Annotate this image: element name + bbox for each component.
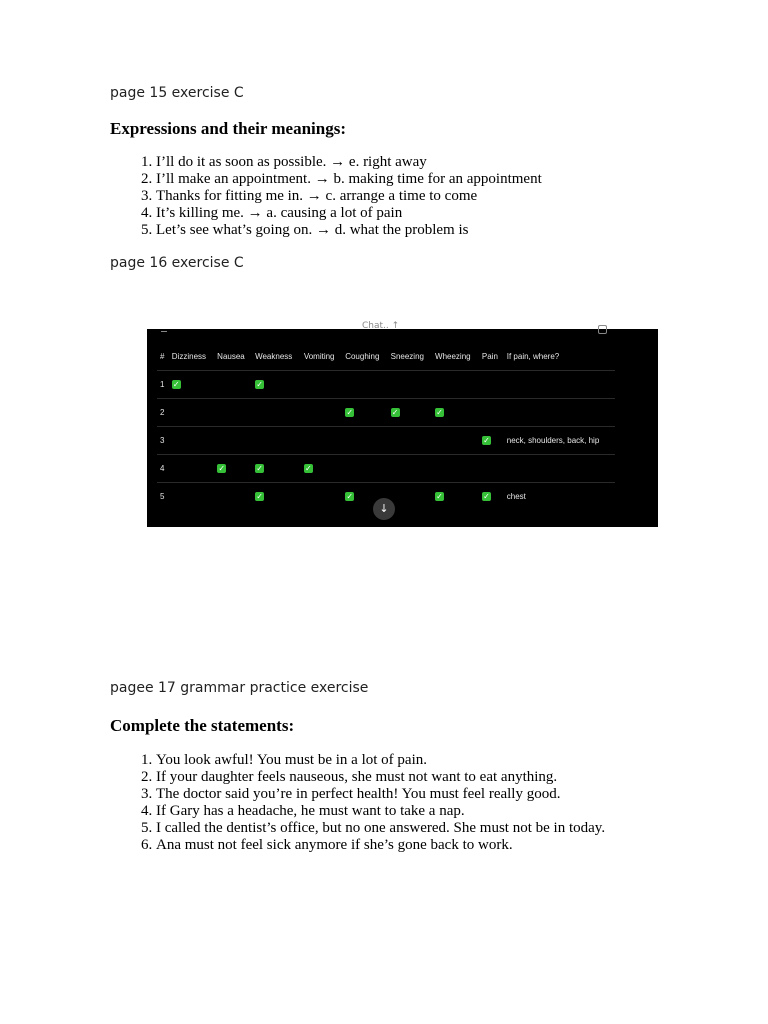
table-cell [252, 483, 301, 511]
list-item: 4. If Gary has a headache, he must want to take a nap. [156, 803, 605, 820]
pain-location [504, 371, 615, 399]
table-cell [432, 455, 479, 483]
row-number: 3 [157, 427, 169, 455]
section1-heading: Expressions and their meanings: [110, 119, 346, 138]
menu-icon [161, 327, 167, 332]
table-cell [432, 427, 479, 455]
table-cell [214, 427, 252, 455]
section1-label: page 15 exercise C [110, 85, 244, 101]
list-item: 5. I called the dentist’s office, but no one answered. She must not be in today. [156, 820, 605, 837]
table-cell [252, 455, 301, 483]
table-cell [432, 483, 479, 511]
pain-location [504, 455, 615, 483]
statements-list [110, 752, 605, 854]
table-header-cell: Coughing [342, 343, 387, 371]
table-cell [388, 399, 432, 427]
table-cell [388, 427, 432, 455]
table-cell [252, 427, 301, 455]
check-icon: ✓ [256, 380, 263, 389]
row-number: 5 [160, 492, 165, 501]
table-cell [301, 371, 342, 399]
table-cell [169, 371, 214, 399]
table-cell [301, 427, 342, 455]
list-item: 5. Let’s see what’s going on. → d. what the problem is [156, 222, 542, 239]
table-cell [342, 399, 387, 427]
table-header-cell: Sneezing [388, 343, 432, 371]
list-item: 3. The doctor said you’re in perfect health! You must feel really good. [156, 786, 605, 803]
table-cell [169, 399, 214, 427]
check-icon: ✓ [436, 408, 443, 417]
table-cell [214, 455, 252, 483]
table-header-cell: # [157, 343, 169, 371]
check-icon: ✓ [391, 408, 399, 417]
table-cell [432, 399, 479, 427]
list-item: 1. I’ll do it as soon as possible. → e. right away [156, 154, 542, 171]
check-icon: ✓ [256, 464, 263, 473]
row-number: 1 [157, 371, 169, 399]
table-cell [479, 371, 504, 399]
section3-label: pagee 17 grammar practice exercise [110, 680, 369, 696]
table-cell [301, 399, 342, 427]
expressions-list [110, 154, 542, 239]
check-icon: ✓ [218, 464, 226, 473]
table-cell [342, 427, 387, 455]
symptoms-screenshot [147, 321, 658, 527]
table-header-cell: Dizziness [169, 343, 214, 371]
table-cell [214, 483, 252, 511]
row-number: 4 [157, 455, 169, 483]
table-header-cell: Vomiting [301, 343, 342, 371]
table-header-cell: If pain, where? [504, 343, 615, 371]
table-row [157, 399, 615, 427]
table-header-cell: Pain [479, 343, 504, 371]
section2-label: page 16 exercise C [110, 255, 244, 271]
table-cell [252, 371, 301, 399]
check-icon: ✓ [346, 408, 354, 417]
list-item: 1. You look awful! You must be in a lot of pain. [156, 752, 605, 769]
pain-location: chest [506, 492, 526, 501]
check-icon: ✓ [172, 380, 180, 389]
table-cell [388, 455, 432, 483]
table-cell [214, 399, 252, 427]
list-item: 3. Thanks for fitting me in. → c. arrange a time to come [156, 188, 542, 205]
symptoms-table [157, 343, 615, 510]
list-item: 6. Ana must not feel sick anymore if she’s gone back to work. [156, 837, 605, 854]
table-header-row [157, 343, 615, 371]
screenshot-title: Chat.. ↑ [362, 321, 400, 331]
table-cell [169, 483, 214, 511]
table-cell [301, 483, 342, 511]
list-item: 2. I’ll make an appointment. → b. making time for an appointment [156, 171, 542, 188]
section3-heading: Complete the statements: [110, 716, 295, 735]
check-icon: ✓ [483, 436, 490, 445]
table-cell [388, 371, 432, 399]
screenshot-topbar [147, 321, 658, 337]
table-cell [479, 427, 504, 455]
table-cell [301, 455, 342, 483]
pain-location [504, 399, 615, 427]
list-item: 2. If your daughter feels nauseous, she must not want to eat anything. [156, 769, 605, 786]
table-row [157, 371, 615, 399]
share-icon [598, 325, 607, 334]
table-cell [479, 455, 504, 483]
table-row [157, 427, 615, 455]
table-header-cell: Weakness [252, 343, 301, 371]
table-cell [169, 427, 214, 455]
pain-location: neck, shoulders, back, hip [504, 427, 615, 455]
check-icon: ✓ [346, 492, 354, 501]
scroll-down-icon[interactable]: ↓ [373, 498, 395, 520]
table-cell [342, 371, 387, 399]
list-item: 4. It’s killing me. → a. causing a lot of pain [156, 205, 542, 222]
table-cell [479, 399, 504, 427]
table-cell [252, 399, 301, 427]
table-cell [169, 455, 214, 483]
table-header-cell: Wheezing [432, 343, 479, 371]
check-icon: ✓ [436, 492, 443, 501]
table-cell [342, 455, 387, 483]
check-icon: ✓ [304, 464, 312, 473]
row-number: 2 [157, 399, 169, 427]
check-icon: ✓ [483, 492, 490, 501]
table-cell [479, 483, 504, 511]
table-header-cell: Nausea [214, 343, 252, 371]
check-icon: ✓ [256, 492, 263, 501]
table-cell [214, 371, 252, 399]
table-row [157, 455, 615, 483]
table-cell [432, 371, 479, 399]
